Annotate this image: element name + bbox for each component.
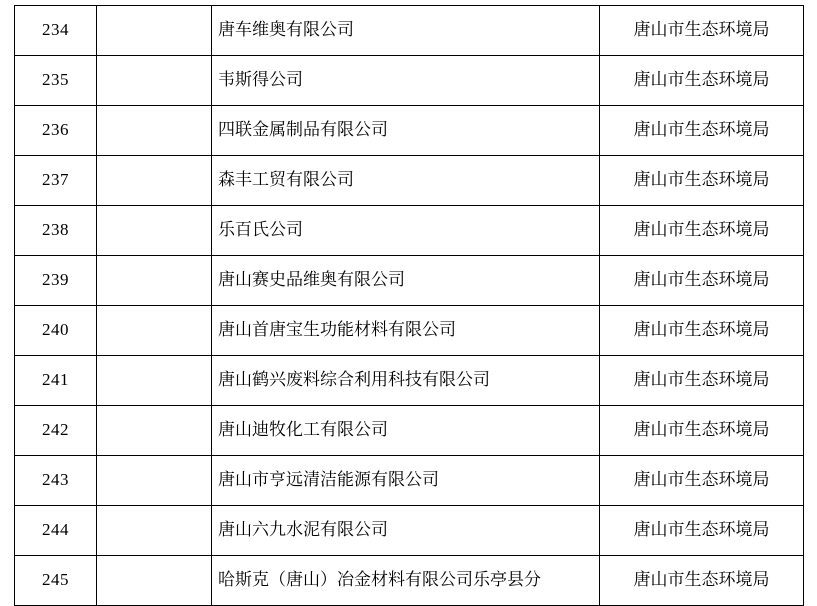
row-organization-cell: 唐山市生态环境局: [600, 106, 804, 156]
row-index-cell: 244: [15, 506, 97, 556]
table-row: [15, 56, 804, 106]
row-company-name-cell: 唐山六九水泥有限公司: [212, 506, 600, 556]
row-blank-cell: [97, 506, 212, 556]
table-row: [15, 6, 804, 56]
table-row: [15, 406, 804, 456]
row-company-name-cell: 唐山首唐宝生功能材料有限公司: [212, 306, 600, 356]
row-blank-cell: [97, 456, 212, 506]
row-organization-cell: 唐山市生态环境局: [600, 256, 804, 306]
row-company-name-cell: 韦斯得公司: [212, 56, 600, 106]
row-company-name-cell: 唐山市亨远清洁能源有限公司: [212, 456, 600, 506]
row-company-name-cell: 四联金属制品有限公司: [212, 106, 600, 156]
row-organization-cell: 唐山市生态环境局: [600, 156, 804, 206]
row-index-cell: 237: [15, 156, 97, 206]
table-row: [15, 256, 804, 306]
row-company-name-cell: 唐车维奥有限公司: [212, 6, 600, 56]
row-organization-cell: 唐山市生态环境局: [600, 506, 804, 556]
table-body: [15, 6, 804, 606]
row-organization-cell: 唐山市生态环境局: [600, 356, 804, 406]
row-blank-cell: [97, 556, 212, 606]
row-blank-cell: [97, 106, 212, 156]
row-blank-cell: [97, 406, 212, 456]
row-organization-cell: 唐山市生态环境局: [600, 6, 804, 56]
row-index-cell: 238: [15, 206, 97, 256]
row-index-cell: 234: [15, 6, 97, 56]
row-index-cell: 242: [15, 406, 97, 456]
row-blank-cell: [97, 306, 212, 356]
row-blank-cell: [97, 206, 212, 256]
row-blank-cell: [97, 6, 212, 56]
row-company-name-cell: 唐山迪牧化工有限公司: [212, 406, 600, 456]
row-blank-cell: [97, 356, 212, 406]
row-index-cell: 241: [15, 356, 97, 406]
table-row: [15, 206, 804, 256]
table-row: [15, 556, 804, 606]
row-blank-cell: [97, 56, 212, 106]
row-company-name-cell: 唐山鹤兴废料综合利用科技有限公司: [212, 356, 600, 406]
table-row: [15, 356, 804, 406]
row-organization-cell: 唐山市生态环境局: [600, 56, 804, 106]
table-row: [15, 156, 804, 206]
row-index-cell: 245: [15, 556, 97, 606]
row-blank-cell: [97, 256, 212, 306]
row-index-cell: 235: [15, 56, 97, 106]
table-row: [15, 456, 804, 506]
enterprise-list-table: [14, 5, 804, 606]
row-company-name-cell: 乐百氏公司: [212, 206, 600, 256]
table-row: [15, 106, 804, 156]
row-index-cell: 239: [15, 256, 97, 306]
table-row: [15, 306, 804, 356]
row-organization-cell: 唐山市生态环境局: [600, 556, 804, 606]
row-index-cell: 236: [15, 106, 97, 156]
table-row: [15, 506, 804, 556]
row-index-cell: 243: [15, 456, 97, 506]
row-company-name-cell: 森丰工贸有限公司: [212, 156, 600, 206]
row-blank-cell: [97, 156, 212, 206]
row-organization-cell: 唐山市生态环境局: [600, 306, 804, 356]
row-organization-cell: 唐山市生态环境局: [600, 456, 804, 506]
row-organization-cell: 唐山市生态环境局: [600, 206, 804, 256]
row-company-name-cell: 哈斯克（唐山）冶金材料有限公司乐亭县分: [212, 556, 600, 606]
row-organization-cell: 唐山市生态环境局: [600, 406, 804, 456]
row-index-cell: 240: [15, 306, 97, 356]
row-company-name-cell: 唐山赛史品维奥有限公司: [212, 256, 600, 306]
